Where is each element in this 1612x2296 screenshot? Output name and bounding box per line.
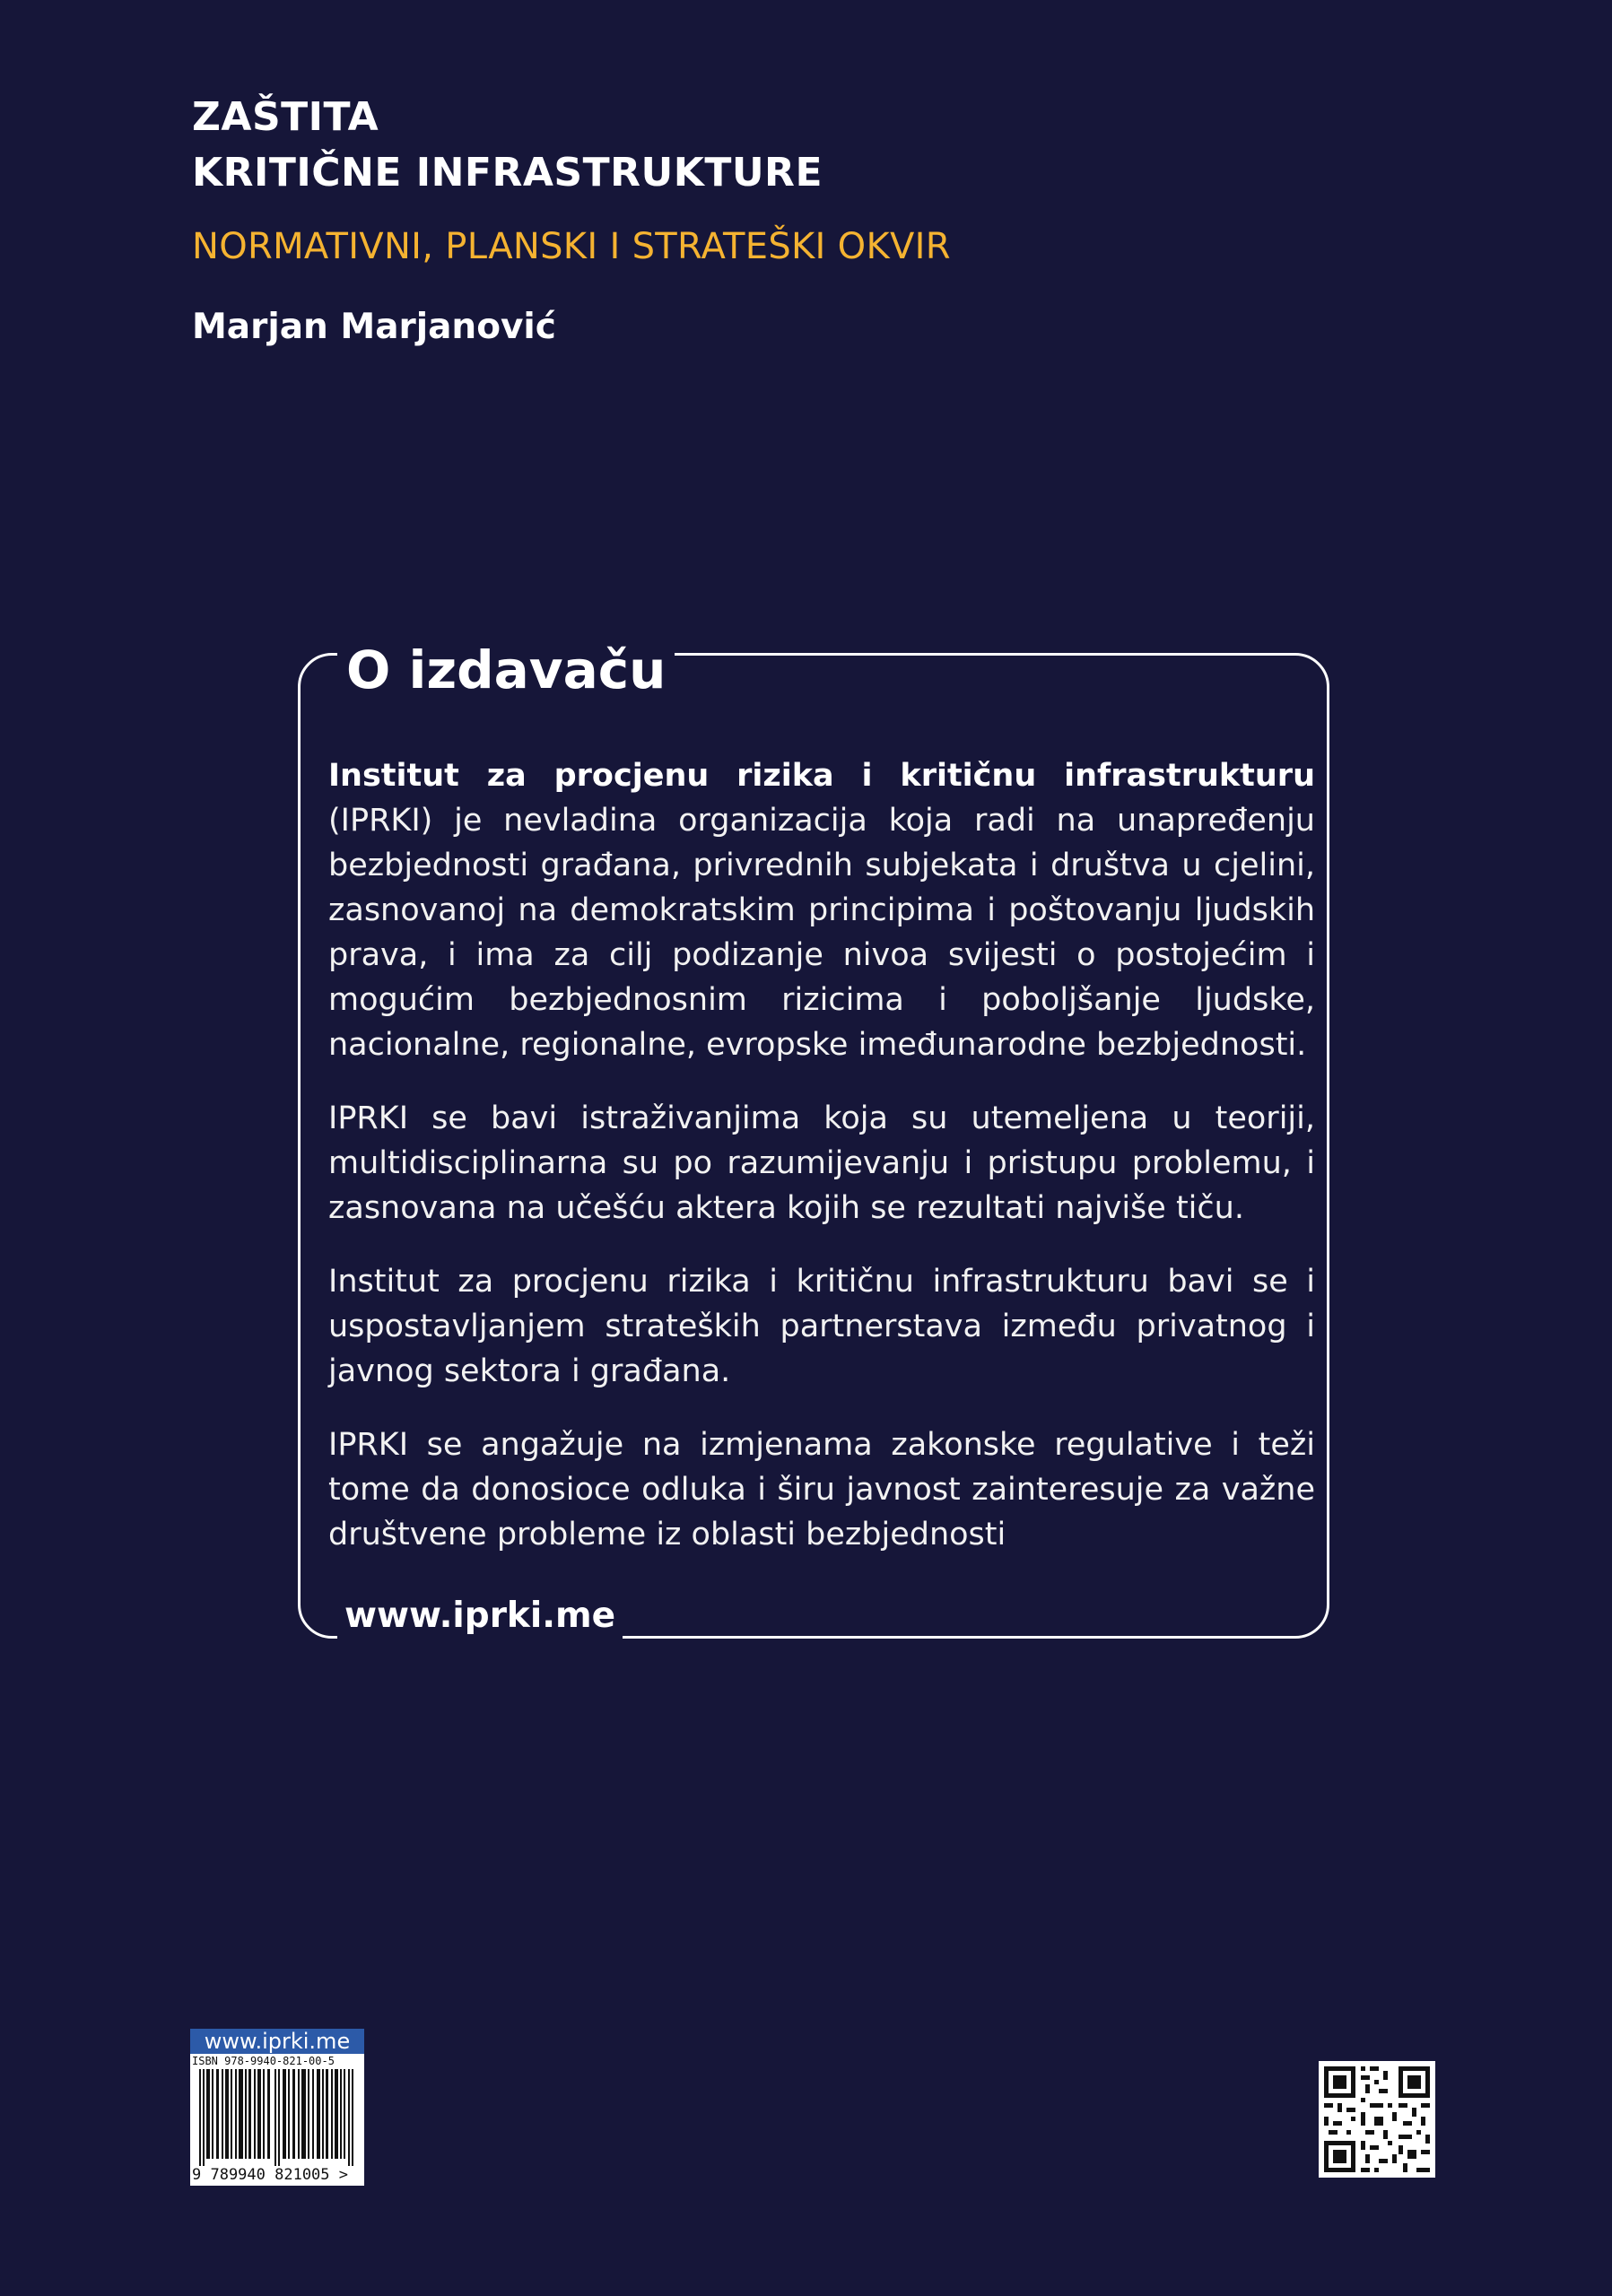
publisher-heading: O izdavaču	[337, 639, 675, 701]
publisher-paragraph-1	[328, 753, 1315, 1067]
publisher-website-link[interactable]: www.iprki.me	[337, 1593, 623, 1639]
title-line-2: KRITIČNE INFRASTRUKTURE	[192, 150, 823, 196]
barcode-website: www.iprki.me	[190, 2029, 364, 2054]
book-author: Marjan Marjanović	[192, 307, 556, 347]
barcode-digits: 9 789940 821005 >	[192, 2166, 348, 2184]
book-subtitle: NORMATIVNI, PLANSKI I STRATEŠKI OKVIR	[192, 226, 951, 267]
publisher-paragraph-3: Institut za procjenu rizika i kritičnu infrastrukturu bavi se i uspostavljanjem strateških partnerstava između privatnog i javnog sektora i građana.	[328, 1264, 1315, 1389]
book-title	[192, 90, 823, 201]
publisher-description	[328, 753, 1315, 1586]
isbn-barcode	[190, 2029, 364, 2186]
barcode-bars	[199, 2069, 355, 2166]
isbn-number: ISBN 978-9940-821-00-5	[192, 2055, 335, 2067]
qr-code	[1319, 2061, 1435, 2178]
title-line-1: ZAŠTITA	[192, 94, 379, 140]
institute-name: Institut za procjenu rizika i kritičnu infrastrukturu	[328, 758, 1315, 794]
paragraph-1-text: (IPRKI) je nevladina organizacija koja radi na unapređenju bezbjednosti građana, privrednih subjekata i društva u cjelini, zasnovanoj na demokratskim principima i poštovanju ljudskih prava, i ima za cilj podizanje nivoa svijesti o postojećim i mogućim bezbjednosnim rizicima i poboljšanje ljudske, nacionalne, regionalne, evropske imeđunarodne bezbjednosti.	[328, 803, 1315, 1063]
publisher-paragraph-2: IPRKI se bavi istraživanjima koja su utemeljena u teoriji, multidisciplinarna su po razumijevanju i pristupu problemu, i zasnovana na učešću aktera kojih se rezultati najviše tiču.	[328, 1100, 1315, 1226]
publisher-paragraph-4: IPRKI se angažuje na izmjenama zakonske regulative i teži tome da donosioce odluka i širu javnost zainteresuje za važne društvene probleme iz oblasti bezbjednosti	[328, 1427, 1315, 1552]
